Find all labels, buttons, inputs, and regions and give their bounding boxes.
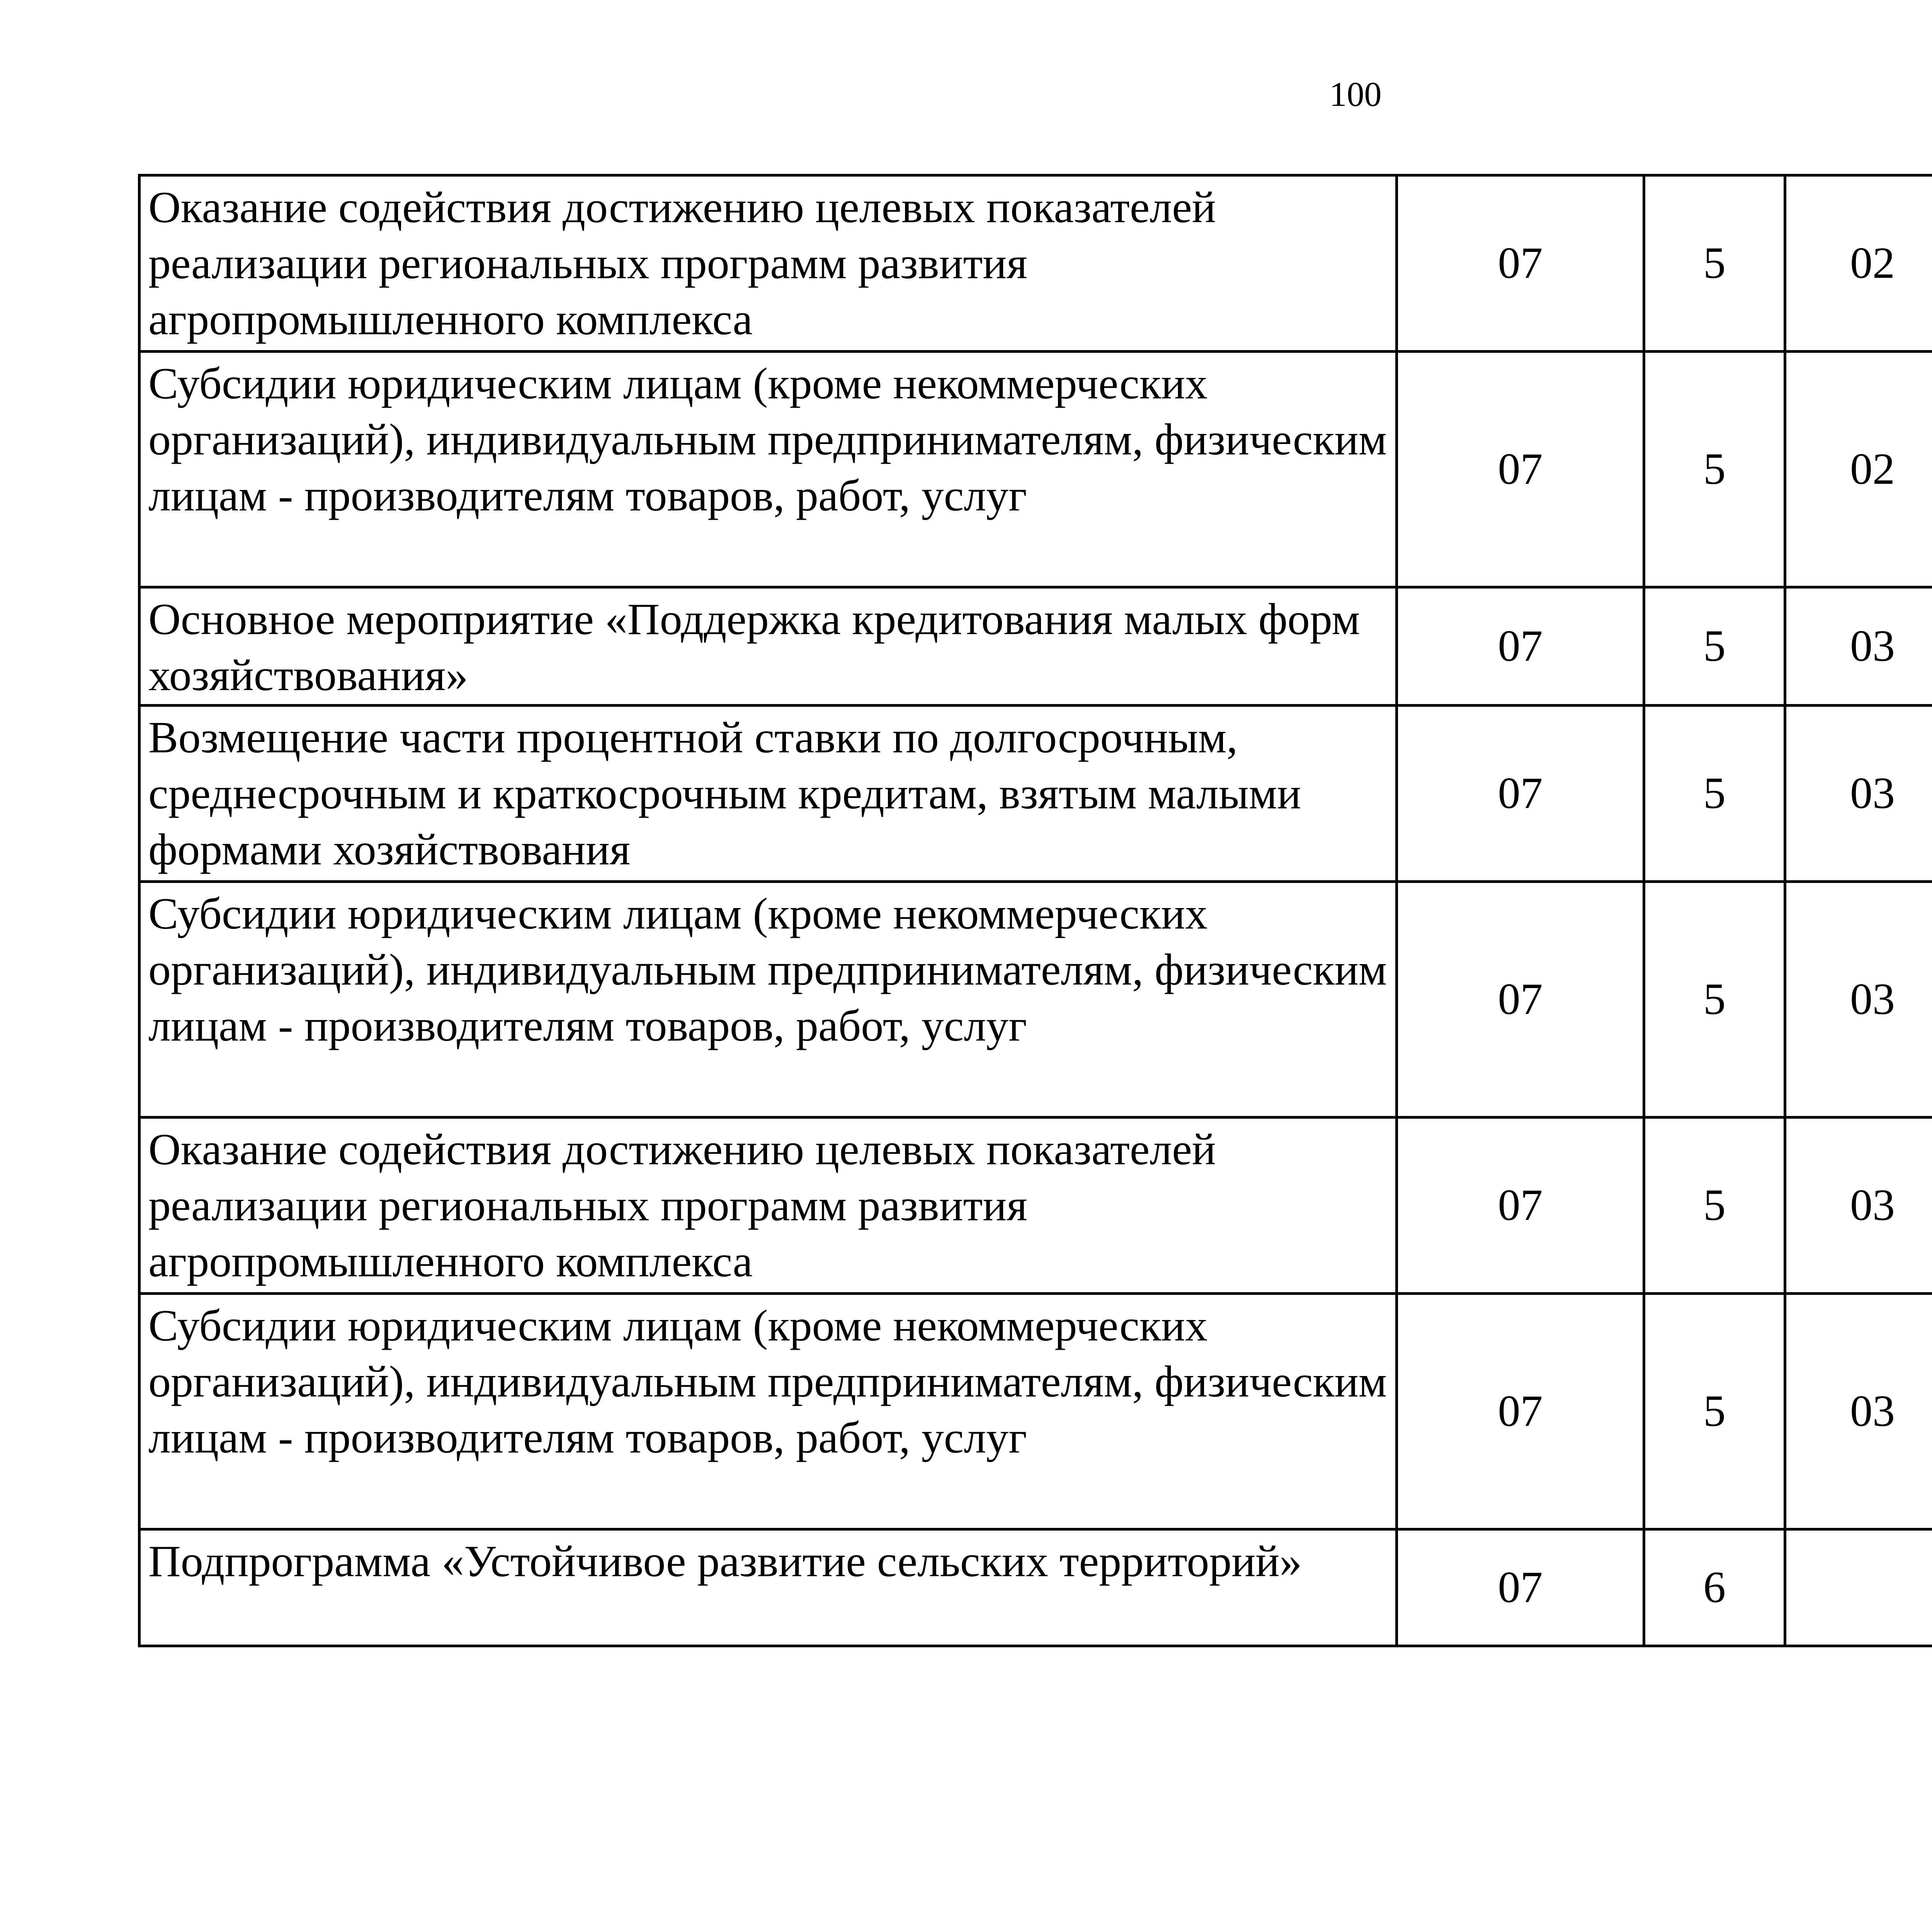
row-name: Подпрограмма «Устойчивое развитие сельских территорий» — [148, 1537, 1302, 1586]
table-row — [139, 1529, 1932, 1646]
row-name: Оказание содействия достижению целевых показателей реализации региональных программ развития агропромышленного комплекса — [148, 183, 1216, 344]
subsection-code-cell: 5 — [1644, 175, 1785, 352]
row-name: Основное мероприятие «Поддержка кредитования малых форм хозяйствования» — [148, 595, 1360, 700]
program-code-cell: 02 — [1785, 352, 1932, 587]
row-name: Оказание содействия достижению целевых показателей реализации региональных программ развития агропромышленного комплекса — [148, 1125, 1216, 1286]
subsection-code-cell: 5 — [1644, 882, 1785, 1118]
table-row — [139, 587, 1932, 706]
program-code-cell: 03 — [1785, 1294, 1932, 1529]
row-name-cell — [139, 175, 1397, 352]
row-name: Возмещение части процентной ставки по долгосрочным, среднесрочным и краткосрочным кредитам, взятым малыми формами хозяйствования — [148, 713, 1301, 874]
subsection-code-cell: 5 — [1644, 352, 1785, 587]
section-code-cell: 07 — [1397, 882, 1644, 1118]
table-row — [139, 1294, 1932, 1529]
program-code-cell: 03 — [1785, 1118, 1932, 1294]
table-row — [139, 706, 1932, 882]
section-code-cell: 07 — [1397, 706, 1644, 882]
row-name-cell — [139, 1529, 1397, 1646]
row-name-cell — [139, 587, 1397, 706]
row-name-cell — [139, 1294, 1397, 1529]
table-row — [139, 1118, 1932, 1294]
subsection-code-cell: 5 — [1644, 706, 1785, 882]
program-code-cell: 03 — [1785, 587, 1932, 706]
program-code-cell: 03 — [1785, 882, 1932, 1118]
table-row — [139, 175, 1932, 352]
row-name-cell — [139, 882, 1397, 1118]
section-code-cell: 07 — [1397, 175, 1644, 352]
table-row — [139, 352, 1932, 587]
row-name-cell — [139, 352, 1397, 587]
program-code-cell: 02 — [1785, 175, 1932, 352]
section-code-cell: 07 — [1397, 1529, 1644, 1646]
section-code-cell: 07 — [1397, 352, 1644, 587]
section-code-cell: 07 — [1397, 587, 1644, 706]
row-name-cell — [139, 706, 1397, 882]
row-name: Субсидии юридическим лицам (кроме некоммерческих организаций), индивидуальным предпринимателям, физическим лицам - производителям товаров, работ, услуг — [148, 889, 1387, 1051]
row-name-cell — [139, 1118, 1397, 1294]
program-code-cell — [1785, 1529, 1932, 1646]
row-name: Субсидии юридическим лицам (кроме некоммерческих организаций), индивидуальным предпринимателям, физическим лицам - производителям товаров, работ, услуг — [148, 359, 1387, 520]
budget-table — [138, 174, 1932, 1647]
subsection-code-cell: 5 — [1644, 1294, 1785, 1529]
program-code-cell: 03 — [1785, 706, 1932, 882]
subsection-code-cell: 6 — [1644, 1529, 1785, 1646]
table-row — [139, 882, 1932, 1118]
section-code-cell: 07 — [1397, 1294, 1644, 1529]
subsection-code-cell: 5 — [1644, 1118, 1785, 1294]
page-number: 100 — [1329, 75, 1382, 114]
row-name: Субсидии юридическим лицам (кроме некоммерческих организаций), индивидуальным предпринимателям, физическим лицам - производителям товаров, работ, услуг — [148, 1301, 1387, 1463]
section-code-cell: 07 — [1397, 1118, 1644, 1294]
subsection-code-cell: 5 — [1644, 587, 1785, 706]
